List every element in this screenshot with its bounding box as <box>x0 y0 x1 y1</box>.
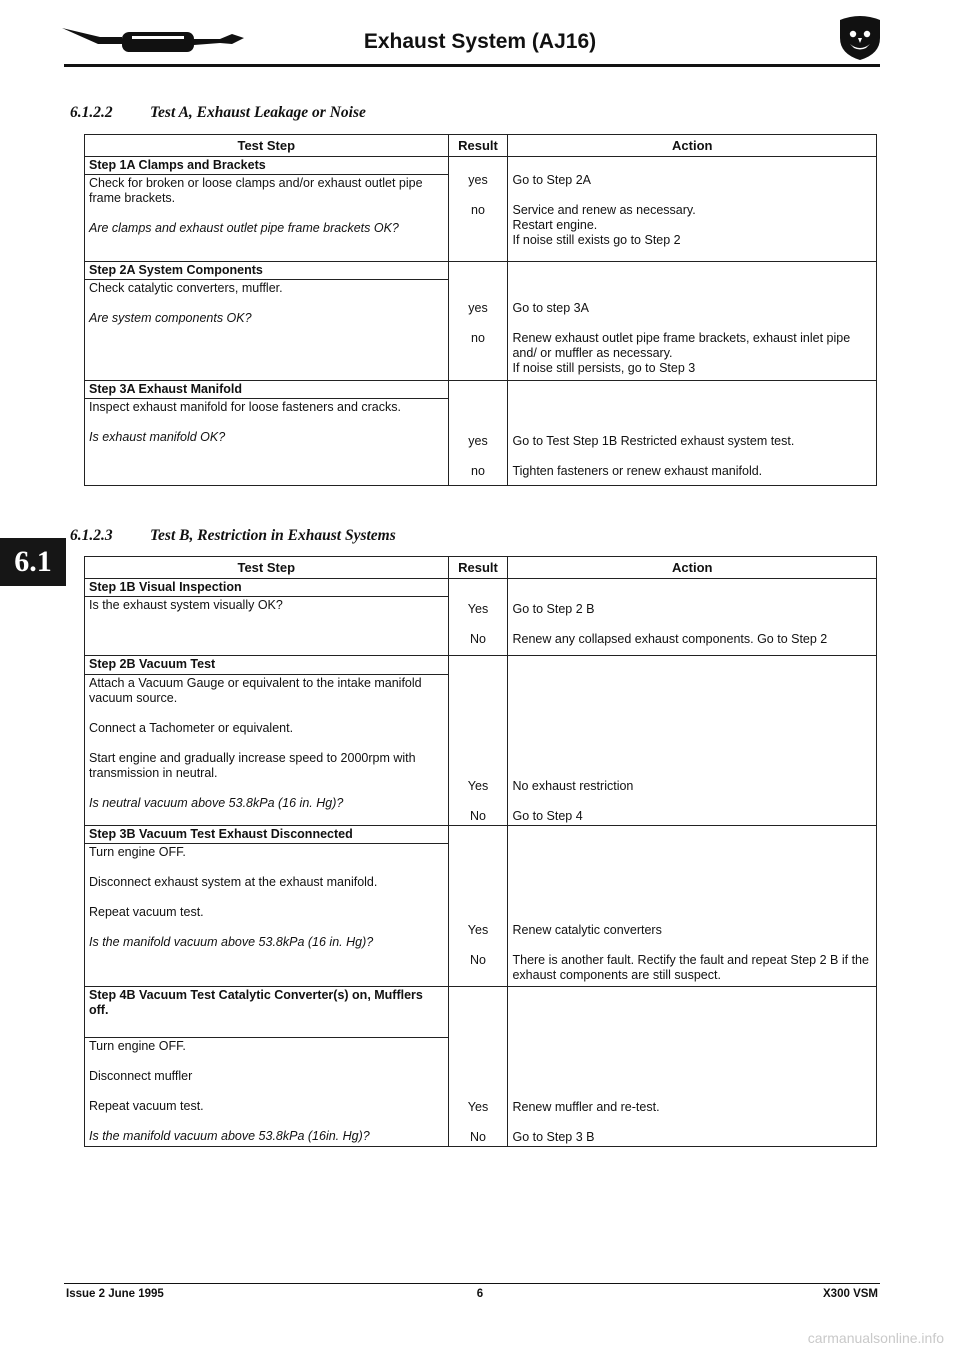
result-cell <box>448 579 508 656</box>
section-number: 6.1.2.3 <box>70 527 113 544</box>
result-yes: yes <box>468 173 488 187</box>
table-row <box>85 157 877 175</box>
step-question: Are clamps and exhaust outlet pipe frame brackets OK? <box>89 221 399 235</box>
action-no-line: If noise still exists go to Step 2 <box>512 233 681 247</box>
table-row <box>85 656 877 675</box>
section-heading: Test A, Exhaust Leakage or Noise <box>150 104 366 121</box>
action-no: There is another fault. Rectify the fault and repeat Step 2 B if the exhaust components are still suspect. <box>512 953 869 982</box>
action-cell <box>508 987 877 1147</box>
action-no: Service and renew as necessary. <box>512 203 696 217</box>
result-cell <box>448 987 508 1147</box>
col-action: Action <box>508 135 877 157</box>
test-a-table <box>84 134 877 486</box>
table-row <box>85 579 877 597</box>
footer-issue: Issue 2 June 1995 <box>66 1288 164 1300</box>
step-heading: Step 2B Vacuum Test <box>85 656 449 675</box>
result-cell <box>448 381 508 486</box>
jaguar-badge-icon <box>836 14 884 62</box>
action-no-line: Restart engine. <box>512 218 598 232</box>
action-yes: Go to Test Step 1B Restricted exhaust system test. <box>512 434 795 448</box>
table-row <box>85 262 877 280</box>
action-cell <box>508 262 877 381</box>
action-yes: Renew muffler and re-test. <box>512 1100 660 1114</box>
section-title-a <box>70 104 366 122</box>
result-no: No <box>470 632 486 646</box>
step-text: Check for broken or loose clamps and/or exhaust outlet pipe frame brackets. <box>89 176 423 205</box>
table-header-row <box>85 135 877 157</box>
col-result: Result <box>448 557 508 579</box>
result-no: No <box>470 809 486 823</box>
step-text: Start engine and gradually increase speed to 2000rpm with transmission in neutral. <box>89 751 416 780</box>
step-body <box>85 399 449 486</box>
step-question: Is the manifold vacuum above 53.8kPa (16in. Hg)? <box>89 1129 370 1143</box>
result-cell <box>448 826 508 987</box>
col-action: Action <box>508 557 877 579</box>
step-heading: Step 3B Vacuum Test Exhaust Disconnected <box>85 826 449 844</box>
step-question: Is the manifold vacuum above 53.8kPa (16 in. Hg)? <box>89 935 374 949</box>
result-cell <box>448 262 508 381</box>
section-tab: 6.1 <box>0 538 66 586</box>
step-text: Disconnect muffler <box>89 1069 193 1083</box>
action-no: Renew any collapsed exhaust components. Go to Step 2 <box>512 632 828 646</box>
result-yes: Yes <box>467 602 489 616</box>
result-cell <box>448 656 508 826</box>
action-yes: No exhaust restriction <box>512 779 634 793</box>
result-no: no <box>471 331 485 345</box>
result-no: no <box>471 464 485 478</box>
action-no-line: If noise still persists, go to Step 3 <box>512 361 696 375</box>
step-text: Repeat vacuum test. <box>89 905 204 919</box>
action-cell <box>508 579 877 656</box>
col-test-step: Test Step <box>85 557 449 579</box>
table-row <box>85 987 877 1038</box>
result-yes: yes <box>468 301 488 315</box>
col-test-step: Test Step <box>85 135 449 157</box>
col-result: Result <box>448 135 508 157</box>
step-body <box>85 844 449 987</box>
step-text: Is the exhaust system visually OK? <box>89 598 283 612</box>
result-yes: yes <box>468 434 488 448</box>
page-header <box>0 0 960 70</box>
action-no: Go to Step 4 <box>512 809 583 823</box>
step-body <box>85 280 449 381</box>
footer-doc-code: X300 VSM <box>823 1288 878 1300</box>
action-cell <box>508 157 877 262</box>
result-yes: Yes <box>467 779 489 793</box>
step-text: Attach a Vacuum Gauge or equivalent to the intake manifold vacuum source. <box>89 676 422 705</box>
step-body <box>85 597 449 656</box>
step-text: Turn engine OFF. <box>89 845 186 859</box>
footer-rule <box>64 1283 880 1284</box>
action-cell <box>508 826 877 987</box>
footer-page-number: 6 <box>476 1288 484 1300</box>
action-cell <box>508 381 877 486</box>
header-rule <box>64 64 880 67</box>
step-text: Check catalytic converters, muffler. <box>89 281 283 295</box>
section-heading: Test B, Restriction in Exhaust Systems <box>150 527 396 544</box>
result-no: No <box>470 1130 486 1144</box>
step-text: Connect a Tachometer or equivalent. <box>89 721 294 735</box>
table-header-row <box>85 557 877 579</box>
step-heading: Step 4B Vacuum Test Catalytic Converter(s) on, Mufflers off. <box>85 987 449 1038</box>
watermark: carmanualsonline.info <box>807 1330 944 1346</box>
step-body <box>85 1038 449 1147</box>
section-number: 6.1.2.2 <box>70 104 113 121</box>
action-yes: Renew catalytic converters <box>512 923 662 937</box>
page-title: Exhaust System (AJ16) <box>363 30 597 53</box>
table-row <box>85 826 877 844</box>
result-yes: Yes <box>467 923 489 937</box>
step-body <box>85 675 449 826</box>
action-yes: Go to Step 2 B <box>512 602 595 616</box>
step-text: Repeat vacuum test. <box>89 1099 204 1113</box>
action-yes: Go to Step 2A <box>512 173 592 187</box>
action-no: Renew exhaust outlet pipe frame brackets, exhaust inlet pipe and/ or muffler as necessary. <box>512 331 851 360</box>
step-question: Is neutral vacuum above 53.8kPa (16 in. Hg)? <box>89 796 344 810</box>
section-title-b <box>70 527 396 545</box>
result-no: no <box>471 203 485 217</box>
step-text: Inspect exhaust manifold for loose fasteners and cracks. <box>89 400 401 414</box>
step-body <box>85 175 449 262</box>
step-question: Is exhaust manifold OK? <box>89 430 226 444</box>
step-text: Disconnect exhaust system at the exhaust manifold. <box>89 875 378 889</box>
step-heading: Step 2A System Components <box>85 262 449 280</box>
result-yes: Yes <box>467 1100 489 1114</box>
result-no: No <box>470 953 486 967</box>
test-b-table <box>84 556 877 1147</box>
step-heading: Step 1B Visual Inspection <box>85 579 449 597</box>
action-yes: Go to step 3A <box>512 301 589 315</box>
step-question: Are system components OK? <box>89 311 252 325</box>
result-cell <box>448 157 508 262</box>
action-cell <box>508 656 877 826</box>
action-no: Tighten fasteners or renew exhaust manifold. <box>512 464 763 478</box>
step-heading: Step 3A Exhaust Manifold <box>85 381 449 399</box>
step-heading: Step 1A Clamps and Brackets <box>85 157 449 175</box>
action-no: Go to Step 3 B <box>512 1130 595 1144</box>
step-text: Turn engine OFF. <box>89 1039 186 1053</box>
table-row <box>85 381 877 399</box>
